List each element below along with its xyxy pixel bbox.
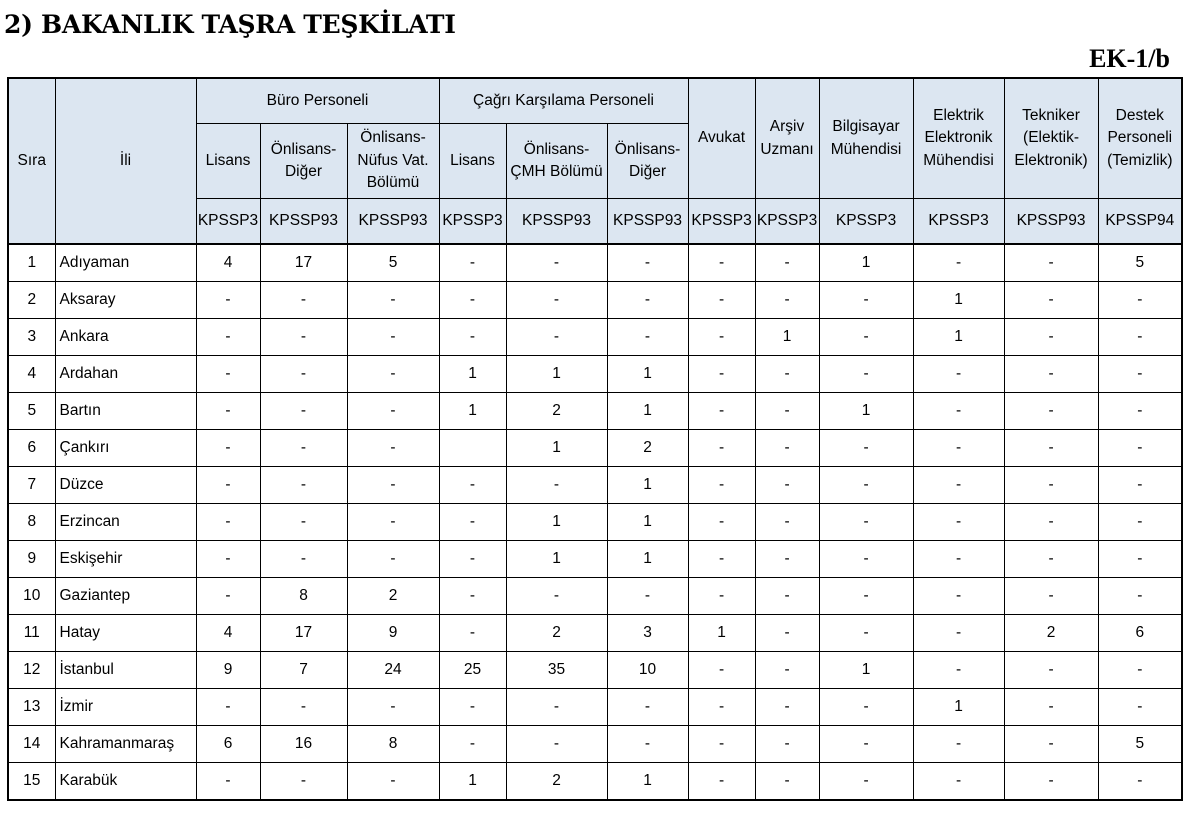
quota-cell: 6 [1098,615,1182,652]
row-sira: 2 [8,282,55,319]
header-arsiv-uzmani [755,78,819,199]
quota-cell: - [1004,763,1098,801]
quota-cell: - [1098,282,1182,319]
quota-cell: - [196,578,260,615]
quota-cell: - [688,282,755,319]
quota-cell: - [913,244,1004,282]
quota-cell: - [260,504,347,541]
quota-cell: 1 [607,504,688,541]
quota-cell: - [688,430,755,467]
quota-cell: 5 [1098,244,1182,282]
quota-cell: 8 [260,578,347,615]
table-row [8,726,1182,763]
quota-cell: - [755,504,819,541]
quota-cell: - [506,726,607,763]
quota-cell: 1 [688,615,755,652]
header-buro-personeli: Büro Personeli [196,78,439,124]
quota-cell: - [607,726,688,763]
row-sira: 6 [8,430,55,467]
quota-cell: - [196,319,260,356]
quota-cell: - [688,504,755,541]
quota-cell: - [1004,504,1098,541]
quota-cell: 9 [347,615,439,652]
quota-cell: - [506,319,607,356]
row-province: Aksaray [55,282,196,319]
table-row [8,356,1182,393]
quota-cell: - [688,467,755,504]
row-sira: 5 [8,393,55,430]
quota-cell: - [1004,319,1098,356]
quota-cell: - [196,689,260,726]
table-row [8,689,1182,726]
quota-cell: - [260,763,347,801]
header-text-line: Bölümü [366,174,420,192]
quota-cell: 1 [506,541,607,578]
row-province: Adıyaman [55,244,196,282]
page-title: 2) BAKANLIK TAŞRA TEŞKİLATI [4,10,456,39]
quota-cell: - [1098,689,1182,726]
quota-cell: 17 [260,244,347,282]
quota-cell: 1 [506,356,607,393]
quota-cell: 2 [347,578,439,615]
header-cagri-onlisans-cmh [506,124,607,199]
header-tekniker [1004,78,1098,199]
header-text-line: Tekniker [1022,106,1080,124]
quota-cell: - [347,282,439,319]
header-buro-onlisans-nufus [347,124,439,199]
quota-cell: - [688,763,755,801]
quota-cell: - [1098,541,1182,578]
quota-cell: - [755,763,819,801]
table-row [8,578,1182,615]
quota-cell: - [1098,763,1182,801]
header-text-line: ÇMH Bölümü [510,163,603,180]
quota-cell: - [819,504,913,541]
quota-cell: - [607,689,688,726]
table-row [8,467,1182,504]
quota-cell: - [819,319,913,356]
quota-cell: - [439,319,506,356]
kpss-code: KPSSP3 [688,199,755,245]
table-row [8,244,1182,282]
quota-cell: 1 [755,319,819,356]
quota-cell: - [347,504,439,541]
staff-table [7,77,1183,801]
quota-cell: - [196,282,260,319]
table-row [8,541,1182,578]
quota-cell: - [1004,430,1098,467]
row-province: Gaziantep [55,578,196,615]
header-text-line: Diğer [284,163,323,180]
table-row [8,282,1182,319]
header-text-line: Bilgisayar [832,118,900,136]
quota-cell: - [819,615,913,652]
row-province: Eskişehir [55,541,196,578]
row-province: Kahramanmaraş [55,726,196,763]
quota-cell: 3 [607,615,688,652]
quota-cell: - [688,244,755,282]
quota-cell: - [260,393,347,430]
row-province: Hatay [55,615,196,652]
quota-cell: - [196,467,260,504]
row-province: Çankırı [55,430,196,467]
quota-cell: - [755,244,819,282]
quota-cell: - [506,467,607,504]
quota-cell: - [260,282,347,319]
quota-cell: - [688,319,755,356]
kpss-code: KPSSP3 [755,199,819,245]
table-row [8,763,1182,801]
quota-cell: - [196,430,260,467]
header-text-line: Elektronik [924,129,993,147]
quota-cell: 2 [506,615,607,652]
quota-cell: - [819,467,913,504]
quota-cell: - [1004,356,1098,393]
quota-cell: - [439,689,506,726]
quota-cell: - [688,356,755,393]
row-sira: 1 [8,244,55,282]
quota-cell: - [506,244,607,282]
quota-cell: - [913,763,1004,801]
header-elektrik-elektronik-muhendisi [913,78,1004,199]
row-sira: 14 [8,726,55,763]
header-destek-personeli [1098,78,1182,199]
quota-cell: 1 [607,356,688,393]
header-text-line: Diğer [628,163,667,180]
quota-cell: - [755,578,819,615]
quota-cell: - [196,763,260,801]
quota-cell: - [260,689,347,726]
header-avukat: Avukat [688,78,755,199]
quota-cell: - [1004,393,1098,430]
row-sira: 3 [8,319,55,356]
table-row [8,319,1182,356]
quota-cell: 1 [819,652,913,689]
quota-cell: 25 [439,652,506,689]
quota-cell: - [439,504,506,541]
quota-cell: - [755,356,819,393]
quota-cell: - [755,541,819,578]
header-text-line: Mühendisi [830,140,902,158]
quota-cell: 1 [439,393,506,430]
quota-cell: - [913,652,1004,689]
header-text-line: Önlisans- [270,140,337,158]
quota-cell: - [755,689,819,726]
table-row [8,652,1182,689]
header-text-line: Elektronik) [1014,151,1088,169]
quota-cell: - [607,282,688,319]
quota-cell: 16 [260,726,347,763]
row-province: Ankara [55,319,196,356]
quota-cell: - [439,541,506,578]
quota-cell: - [506,578,607,615]
header-text-line: Önlisans- [523,140,590,158]
row-sira: 11 [8,615,55,652]
header-text-line: Mühendisi [923,151,994,169]
quota-cell: - [688,393,755,430]
quota-cell: - [260,430,347,467]
annex-label: EK-1/b [1089,44,1170,73]
quota-cell: - [755,726,819,763]
quota-cell: - [913,615,1004,652]
row-province: Düzce [55,467,196,504]
table-row [8,393,1182,430]
header-sira: Sıra [8,78,55,244]
row-sira: 4 [8,356,55,393]
quota-cell: 1 [439,763,506,801]
header-buro-lisans: Lisans [196,124,260,199]
quota-cell: 5 [347,244,439,282]
quota-cell: - [1004,689,1098,726]
row-sira: 9 [8,541,55,578]
quota-cell: - [819,578,913,615]
quota-cell: 17 [260,615,347,652]
quota-cell: - [688,689,755,726]
quota-cell: - [688,652,755,689]
row-province: Ardahan [55,356,196,393]
quota-cell: - [1004,244,1098,282]
quota-cell: 1 [819,393,913,430]
header-cagri-onlisans-diger [607,124,688,199]
header-text-line: Personeli [1107,129,1173,147]
quota-cell: 1 [913,319,1004,356]
quota-cell: 1 [506,430,607,467]
quota-cell: - [607,319,688,356]
quota-cell: - [196,393,260,430]
header-text-line: Arşiv [769,118,805,136]
quota-cell: - [1098,430,1182,467]
quota-cell: 1 [439,356,506,393]
row-province: Erzincan [55,504,196,541]
table-row [8,615,1182,652]
quota-cell: 4 [196,244,260,282]
header-ili: İli [55,78,196,244]
quota-cell: - [1098,578,1182,615]
quota-cell: - [347,763,439,801]
quota-cell: 1 [506,504,607,541]
quota-cell: - [755,467,819,504]
kpss-code: KPSSP93 [260,199,347,245]
kpss-code: KPSSP3 [196,199,260,245]
quota-cell: - [347,356,439,393]
header-text-line: Uzmanı [760,140,814,158]
quota-cell: - [819,763,913,801]
quota-cell: - [819,282,913,319]
quota-cell: 1 [913,689,1004,726]
quota-cell: - [347,393,439,430]
row-sira: 15 [8,763,55,801]
kpss-code: KPSSP93 [347,199,439,245]
quota-cell: - [755,615,819,652]
header-text-line: Destek [1115,106,1164,124]
quota-cell: 2 [506,393,607,430]
quota-cell: 35 [506,652,607,689]
quota-cell: - [1004,652,1098,689]
header-text-line: (Elektik- [1023,129,1080,147]
quota-cell: - [260,319,347,356]
row-province: Bartın [55,393,196,430]
kpss-code: KPSSP3 [913,199,1004,245]
quota-cell: 4 [196,615,260,652]
quota-cell: 8 [347,726,439,763]
quota-cell: - [439,244,506,282]
quota-cell: - [1004,467,1098,504]
header-text-line: Önlisans- [614,140,681,158]
quota-cell: - [913,356,1004,393]
quota-cell: - [755,282,819,319]
quota-cell: - [913,578,1004,615]
quota-cell: - [1098,356,1182,393]
quota-cell: 1 [913,282,1004,319]
quota-cell: 10 [607,652,688,689]
row-sira: 13 [8,689,55,726]
quota-cell: - [439,282,506,319]
table-row [8,504,1182,541]
kpss-code: KPSSP3 [439,199,506,245]
quota-cell: - [1098,504,1182,541]
quota-cell: - [1098,319,1182,356]
kpss-code: KPSSP93 [1004,199,1098,245]
quota-cell: 1 [607,763,688,801]
quota-cell: - [819,430,913,467]
row-province: İzmir [55,689,196,726]
quota-cell: 1 [607,467,688,504]
header-cagri-lisans: Lisans [439,124,506,199]
quota-cell: - [819,541,913,578]
quota-cell: - [1098,393,1182,430]
table-row [8,430,1182,467]
header-buro-onlisans-diger [260,124,347,199]
row-sira: 8 [8,504,55,541]
quota-cell: 24 [347,652,439,689]
quota-cell: 2 [506,763,607,801]
quota-cell: - [755,652,819,689]
header-cagri-karsilama-personeli: Çağrı Karşılama Personeli [439,78,688,124]
quota-cell: - [607,244,688,282]
quota-cell: - [260,356,347,393]
quota-cell: - [819,356,913,393]
quota-cell: - [913,467,1004,504]
quota-cell: 2 [1004,615,1098,652]
quota-cell: - [819,726,913,763]
quota-cell: - [1004,541,1098,578]
quota-cell: - [755,430,819,467]
row-province: Karabük [55,763,196,801]
quota-cell: - [439,726,506,763]
quota-cell: 1 [607,541,688,578]
kpss-code: KPSSP94 [1098,199,1182,245]
quota-cell: - [439,467,506,504]
quota-cell: 9 [196,652,260,689]
table-body [8,244,1182,800]
quota-cell: - [755,393,819,430]
quota-cell: 1 [607,393,688,430]
quota-cell: - [913,504,1004,541]
quota-cell: - [819,689,913,726]
quota-cell: - [1098,652,1182,689]
quota-cell: - [688,578,755,615]
quota-cell: - [913,430,1004,467]
quota-cell: - [913,726,1004,763]
quota-cell: 2 [607,430,688,467]
row-sira: 12 [8,652,55,689]
quota-cell: - [913,393,1004,430]
table-header [8,78,1182,244]
kpss-code: KPSSP3 [819,199,913,245]
kpss-code: KPSSP93 [607,199,688,245]
quota-cell: - [347,689,439,726]
quota-cell: - [439,615,506,652]
quota-cell: 6 [196,726,260,763]
quota-cell: 1 [819,244,913,282]
quota-cell: - [347,319,439,356]
quota-cell: - [607,578,688,615]
quota-cell: - [913,541,1004,578]
quota-cell: 5 [1098,726,1182,763]
header-bilgisayar-muhendisi [819,78,913,199]
header-text-line: Nüfus Vat. [357,151,429,169]
header-text-line: Önlisans- [360,129,426,147]
row-sira: 10 [8,578,55,615]
header-text-line: (Temizlik) [1107,151,1173,169]
quota-cell: - [196,356,260,393]
header-text-line: Elektrik [933,106,984,124]
quota-cell: - [688,726,755,763]
quota-cell: - [347,467,439,504]
quota-cell: - [347,430,439,467]
row-province: İstanbul [55,652,196,689]
quota-cell: - [1004,726,1098,763]
row-sira: 7 [8,467,55,504]
quota-cell: - [196,541,260,578]
quota-cell: - [347,541,439,578]
quota-cell: - [1004,282,1098,319]
quota-cell: - [439,578,506,615]
quota-cell [439,430,506,467]
quota-cell: - [506,282,607,319]
kpss-code: KPSSP93 [506,199,607,245]
quota-cell: - [196,504,260,541]
quota-cell: - [1004,578,1098,615]
quota-cell: - [1098,467,1182,504]
quota-cell: 7 [260,652,347,689]
quota-cell: - [260,541,347,578]
quota-cell: - [506,689,607,726]
quota-cell: - [260,467,347,504]
quota-cell: - [688,541,755,578]
